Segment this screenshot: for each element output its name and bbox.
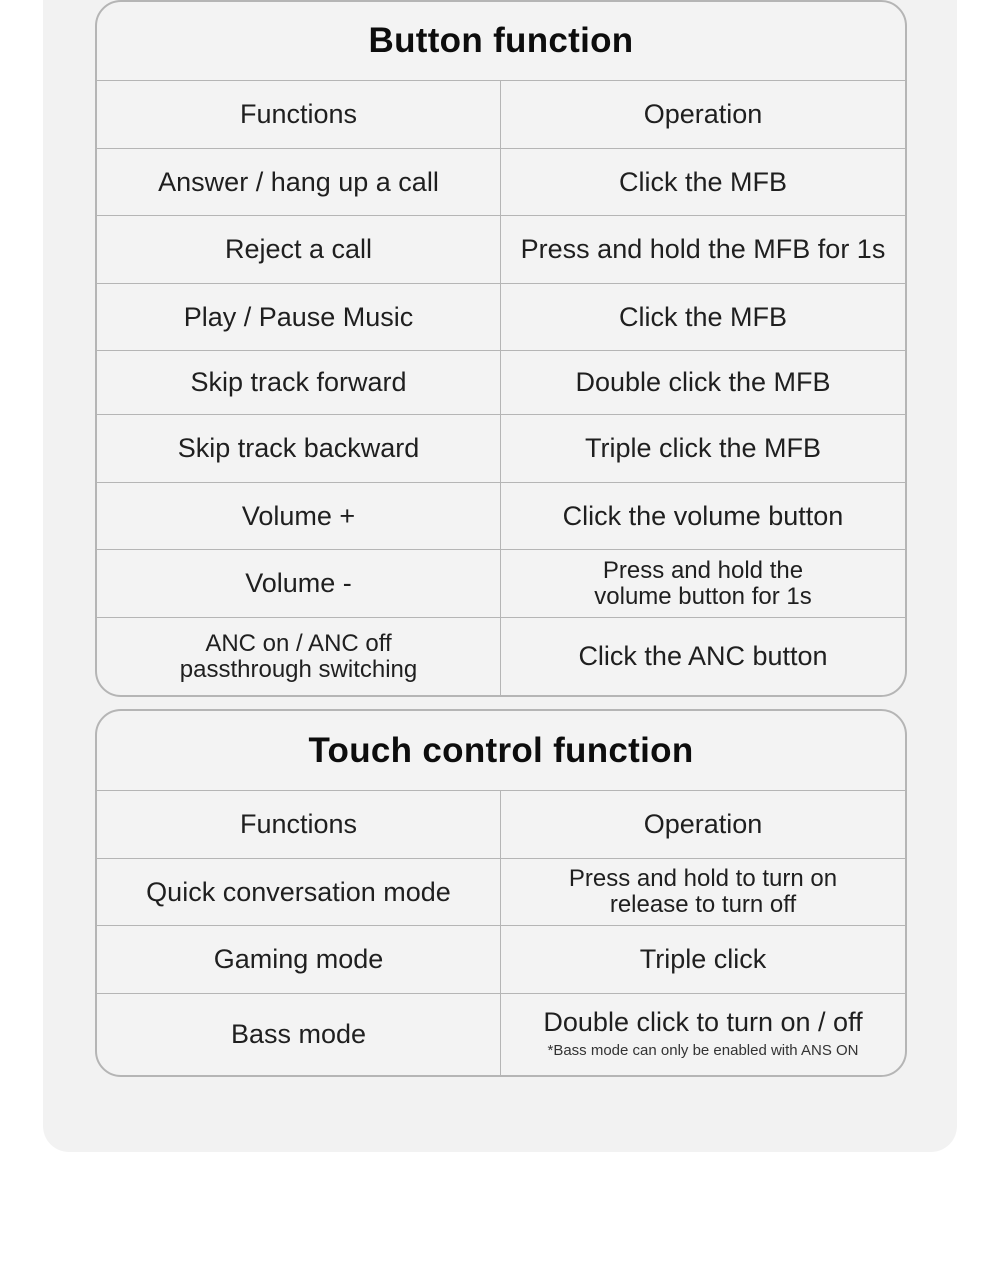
- table-row: [97, 926, 905, 994]
- operation-cell: Press and hold the MFB for 1s: [520, 234, 886, 264]
- function-cell: Volume +: [97, 483, 501, 549]
- table-row: [97, 415, 905, 483]
- header-operation: Operation: [643, 99, 763, 129]
- operation-cell: Click the volume button: [562, 500, 844, 531]
- function-cell: Quick conversation mode: [97, 859, 501, 925]
- touch-control-table: [95, 709, 907, 1077]
- function-cell: Skip track backward: [97, 415, 501, 482]
- function-cell: Bass mode: [97, 994, 501, 1075]
- table-row: [97, 483, 905, 550]
- function-line: passthrough switching: [179, 655, 418, 683]
- operation-cell: Click the ANC button: [578, 641, 828, 671]
- operation-cell: [501, 994, 905, 1075]
- operation-line: Press and hold to turn on: [568, 865, 838, 892]
- function-cell: Reject a call: [97, 216, 501, 283]
- table-row: [97, 618, 905, 695]
- function-cell: Skip track forward: [97, 351, 501, 414]
- table-row: [97, 216, 905, 284]
- function-cell: Answer / hang up a call: [97, 149, 501, 215]
- function-cell: Volume -: [97, 550, 501, 617]
- header-operation: Operation: [643, 809, 763, 839]
- button-function-table: [95, 0, 907, 697]
- operation-cell: Double click the MFB: [575, 367, 831, 397]
- table-header-row: [97, 81, 905, 149]
- table-row: [97, 284, 905, 351]
- header-functions: Functions: [97, 791, 501, 858]
- bass-mode-note: *Bass mode can only be enabled with ANS ON: [547, 1042, 859, 1059]
- function-line: ANC on / ANC off: [205, 629, 392, 657]
- operation-cell: [501, 550, 905, 617]
- table-row: [97, 550, 905, 618]
- operation-cell: Click the MFB: [618, 301, 788, 332]
- function-cell: Gaming mode: [97, 926, 501, 993]
- operation-line: Double click to turn on / off: [543, 1007, 863, 1037]
- operation-line: volume button for 1s: [594, 582, 812, 610]
- operation-line: release to turn off: [609, 891, 797, 918]
- table-row: [97, 859, 905, 926]
- function-cell: Play / Pause Music: [97, 284, 501, 350]
- function-cell: [97, 618, 501, 695]
- operation-cell: Triple click: [639, 944, 767, 974]
- operation-cell: Triple click the MFB: [584, 433, 822, 463]
- table-header-row: [97, 791, 905, 859]
- operation-cell: Click the MFB: [618, 166, 788, 197]
- operation-cell: [501, 859, 905, 925]
- table-row: [97, 149, 905, 216]
- table-row: [97, 994, 905, 1075]
- table-row: [97, 351, 905, 415]
- header-functions: Functions: [97, 81, 501, 148]
- operation-line: Press and hold the: [602, 556, 804, 584]
- touch-control-title: Touch control function: [97, 711, 905, 791]
- button-function-title: Button function: [97, 2, 905, 81]
